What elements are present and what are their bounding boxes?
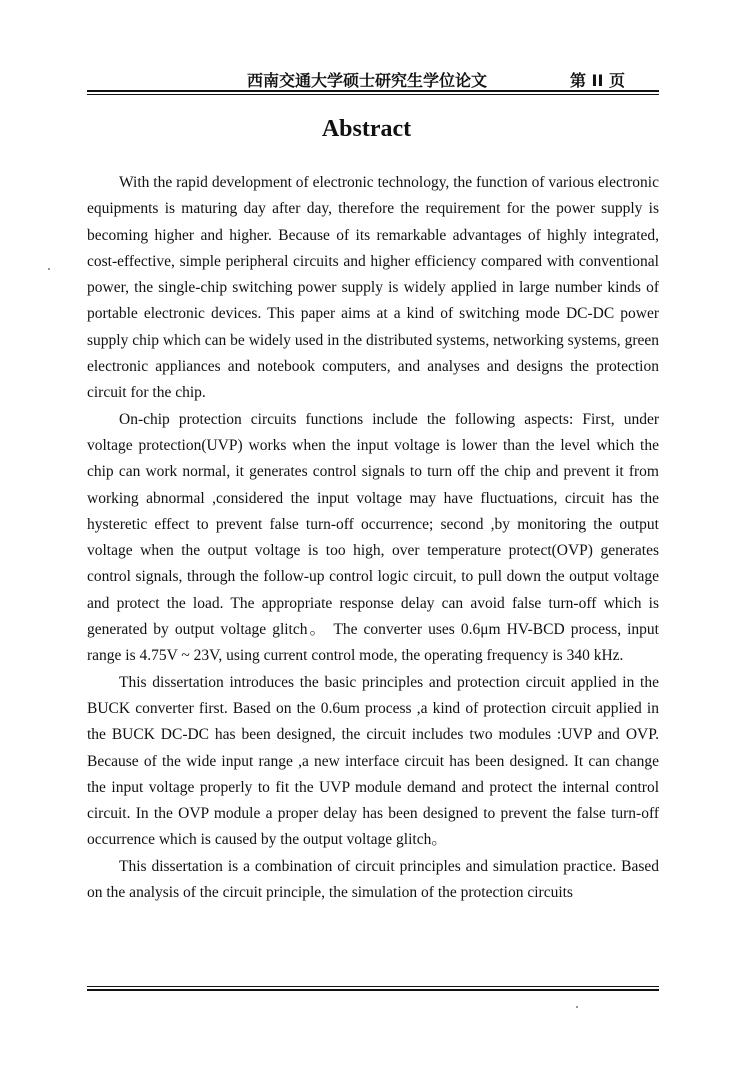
- abstract-paragraph-4: This dissertation is a combination of circuit principles and simulation practice. Based on the analysis of the circuit principle, the simulation of the protection circuits: [87, 857, 659, 902]
- abstract-paragraph-3: This dissertation introduces the basic principles and protection circuit applied in the BUCK converter first. Based on the 0.6um process ,a kind of protection circuit applied in the BUCK DC-DC has been designed, the circuit includes two modules :UVP and OVP. Because of the wide input range ,a new interface circuit has been designed. It can change the input voltage properly to fit the UVP module demand and protect the internal control circuit. In the OVP module a proper delay has been designed to prevent the false turn-off occurrence which is caused by the output voltage glitch。: [87, 673, 659, 849]
- scan-speck: [576, 1006, 578, 1008]
- abstract-heading: Abstract: [321, 116, 412, 142]
- header-rule: [87, 90, 659, 95]
- abstract-paragraph-1: With the rapid development of electronic technology, the function of various electronic equipments is maturing day after day, therefore the requirement for the power supply is becoming higher and higher. Because of its remarkable advantages of highly integrated, cost-effective, simple peripheral circuits and higher efficiency compared with conventional power, the single-chip switching power supply is widely applied in large number kinds of portable electronic devices. This paper aims at a kind of switching mode DC-DC power supply chip which can be widely used in the distributed systems, networking systems, green electronic appliances and notebook computers, and analyses and designs the protection circuit for the chip.: [87, 174, 659, 402]
- footer-rule: [87, 986, 659, 991]
- abstract-body: [87, 170, 659, 906]
- abstract-paragraph-2: On-chip protection circuits functions include the following aspects: First, under voltage protection(UVP) works when the input voltage is lower than the level which the chip can work normal, it generates control signals to turn off the chip and prevent it from working abnormal ,considered the input voltage may have fluctuations, circuit has the hysteretic effect to prevent false turn-off occurrence; second ,by monitoring the output voltage when the output voltage is too high, over temperature protect(OVP) generates control signals, through the follow-up control logic circuit, to pull down the output voltage and protect the load. The appropriate response delay can avoid false turn-off which is generated by output voltage glitch。 The converter uses 0.6μm HV-BCD process, input range is 4.75V ~ 23V, using current control mode, the operating frequency is 340 kHz.: [87, 410, 659, 665]
- scan-speck: [48, 268, 50, 270]
- page-number: 第 II 页: [569, 71, 625, 90]
- page-header: [87, 64, 659, 90]
- header-title: 西南交通大学硕士研究生学位论文: [247, 71, 488, 90]
